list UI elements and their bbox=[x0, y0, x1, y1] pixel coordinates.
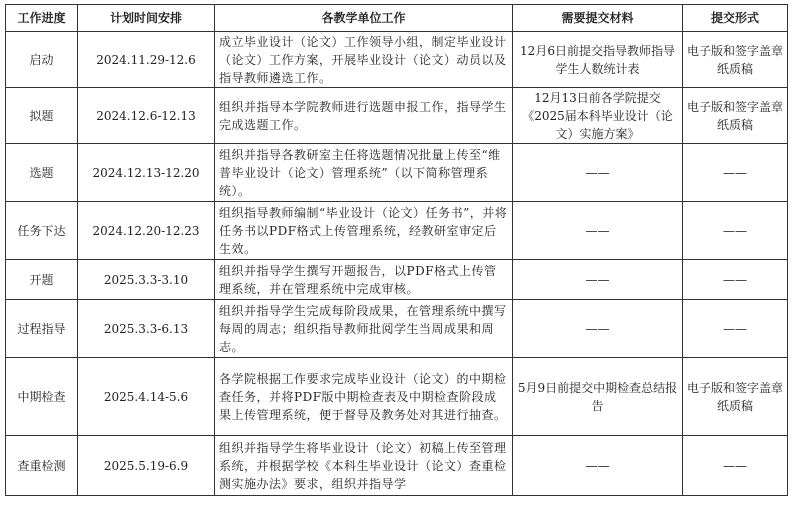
time-cell: 2024.11.29-12.6 bbox=[78, 32, 215, 88]
format-cell: —— bbox=[683, 300, 788, 358]
stage-cell: 任务下达 bbox=[6, 202, 78, 260]
materials-cell: —— bbox=[513, 202, 683, 260]
table-row bbox=[6, 88, 788, 144]
materials-cell: —— bbox=[513, 144, 683, 202]
header-format: 提交形式 bbox=[683, 5, 788, 32]
materials-cell: —— bbox=[513, 300, 683, 358]
stage-cell: 选题 bbox=[6, 144, 78, 202]
header-row bbox=[6, 5, 788, 32]
time-cell: 2025.4.14-5.6 bbox=[78, 358, 215, 436]
stage-cell: 过程指导 bbox=[6, 300, 78, 358]
work-cell: 各学院根据工作要求完成毕业设计（论文）的中期检查任务，并将PDF版中期检查表及中期检查阶段成果上传管理系统，便于督导及教务处对其进行抽查。 bbox=[215, 358, 513, 436]
stage-cell: 开题 bbox=[6, 260, 78, 300]
stage-cell: 查重检测 bbox=[6, 436, 78, 496]
header-materials: 需要提交材料 bbox=[513, 5, 683, 32]
table-row bbox=[6, 202, 788, 260]
time-cell: 2025.3.3-3.10 bbox=[78, 260, 215, 300]
work-cell: 组织并指导学生撰写开题报告，以PDF格式上传管理系统，并在管理系统中完成审核。 bbox=[215, 260, 513, 300]
format-cell: —— bbox=[683, 436, 788, 496]
work-cell: 成立毕业设计（论文）工作领导小组，制定毕业设计（论文）工作方案，开展毕业设计（论文）动员以及指导教师遴选工作。 bbox=[215, 32, 513, 88]
table-row bbox=[6, 144, 788, 202]
work-cell: 组织并指导学生将毕业设计（论文）初稿上传至管理系统，并根据学校《本科生毕业设计（论文）查重检测实施办法》要求，组织并指导学 bbox=[215, 436, 513, 496]
format-cell: 电子版和签字盖章纸质稿 bbox=[683, 32, 788, 88]
materials-cell: —— bbox=[513, 260, 683, 300]
time-cell: 2025.5.19-6.9 bbox=[78, 436, 215, 496]
work-cell: 组织并指导学生完成每阶段成果，在管理系统中撰写每周的周志；组织指导教师批阅学生当周成果和周志。 bbox=[215, 300, 513, 358]
format-cell: —— bbox=[683, 202, 788, 260]
materials-cell: 5月9日前提交中期检查总结报告 bbox=[513, 358, 683, 436]
materials-cell: 12月13日前各学院提交《2025届本科毕业设计（论文）实施方案》 bbox=[513, 88, 683, 144]
table-row bbox=[6, 436, 788, 496]
materials-cell: 12月6日前提交指导教师指导学生人数统计表 bbox=[513, 32, 683, 88]
materials-cell: —— bbox=[513, 436, 683, 496]
stage-cell: 启动 bbox=[6, 32, 78, 88]
work-cell: 组织指导教师编制“毕业设计（论文）任务书”，并将任务书以PDF格式上传管理系统，经教研室审定后生效。 bbox=[215, 202, 513, 260]
time-cell: 2024.12.13-12.20 bbox=[78, 144, 215, 202]
work-cell: 组织并指导本学院教师进行选题申报工作，指导学生完成选题工作。 bbox=[215, 88, 513, 144]
format-cell: —— bbox=[683, 144, 788, 202]
stage-cell: 拟题 bbox=[6, 88, 78, 144]
time-cell: 2024.12.6-12.13 bbox=[78, 88, 215, 144]
table-row bbox=[6, 260, 788, 300]
stage-cell: 中期检查 bbox=[6, 358, 78, 436]
time-cell: 2025.3.3-6.13 bbox=[78, 300, 215, 358]
table-row bbox=[6, 300, 788, 358]
table-row bbox=[6, 358, 788, 436]
format-cell: —— bbox=[683, 260, 788, 300]
format-cell: 电子版和签字盖章纸质稿 bbox=[683, 88, 788, 144]
header-time: 计划时间安排 bbox=[78, 5, 215, 32]
header-stage: 工作进度 bbox=[6, 5, 78, 32]
schedule-table bbox=[5, 4, 788, 496]
table-row bbox=[6, 32, 788, 88]
header-work: 各教学单位工作 bbox=[215, 5, 513, 32]
time-cell: 2024.12.20-12.23 bbox=[78, 202, 215, 260]
work-cell: 组织并指导各教研室主任将选题情况批量上传至“维普毕业设计（论文）管理系统”（以下简称管理系统）。 bbox=[215, 144, 513, 202]
format-cell: 电子版和签字盖章纸质稿 bbox=[683, 358, 788, 436]
